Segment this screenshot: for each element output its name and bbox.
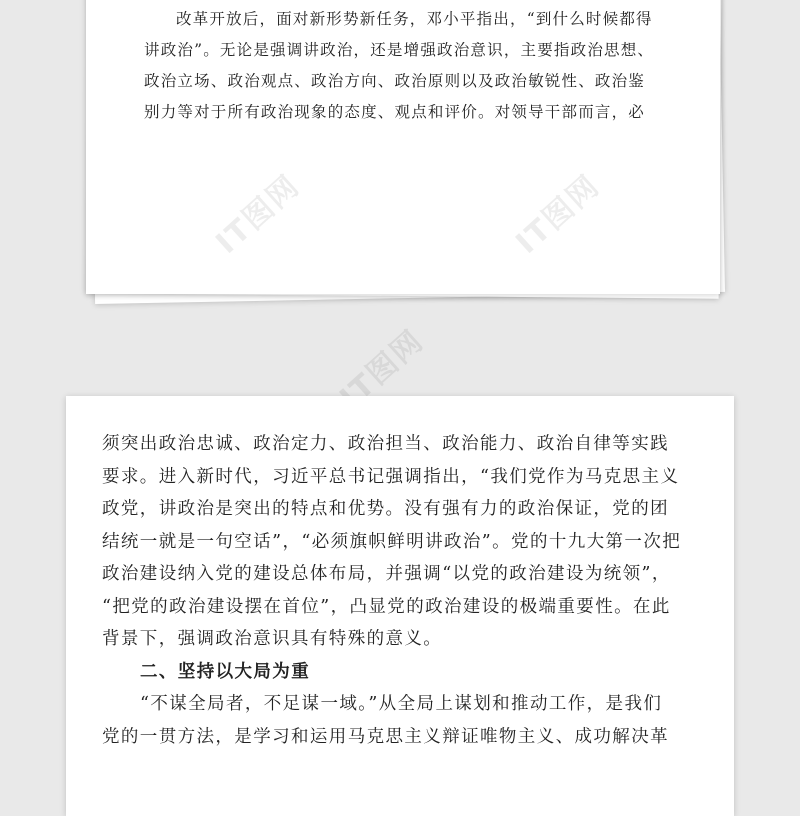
document-page-1	[86, 0, 720, 294]
watermark: IT图网	[209, 168, 307, 261]
watermark: IT图网	[333, 323, 431, 416]
text-line: 党的一贯方法，是学习和运用马克思主义辩证唯物主义、成功解决革	[102, 726, 669, 747]
text-line: “把党的政治建设摆在首位”，凸显党的政治建设的极端重要性。在此	[102, 596, 671, 617]
page-1-text	[144, 0, 664, 128]
text-line: 要求。进入新时代，习近平总书记强调指出，“我们党作为马克思主义	[102, 466, 680, 487]
text-line: 别力等对于所有政治现象的态度、观点和评价。对领导干部而言，必	[144, 103, 646, 121]
page-2-text	[102, 428, 702, 753]
text-line: 结统一就是一句空话”，“必须旗帜鲜明讲政治”。党的十九大第一次把	[102, 531, 682, 552]
text-line: “不谋全局者，不足谋一域。”从全局上谋划和推动工作，是我们	[140, 694, 663, 714]
text-line: 背景下，强调政治意识具有特殊的意义。	[102, 629, 443, 649]
text-line: 改革开放后，面对新形势新任务，邓小平指出，“到什么时候都得	[176, 10, 653, 28]
watermark: IT图网	[509, 168, 607, 261]
text-line: 讲政治”。无论是强调讲政治，还是增强政治意识，主要指政治思想、	[144, 41, 655, 59]
text-line: 须突出政治忠诚、政治定力、政治担当、政治能力、政治自律等实践	[102, 434, 669, 454]
text-line: 政党，讲政治是突出的特点和优势。没有强有力的政治保证，党的团	[102, 499, 669, 519]
text-line: 政治建设纳入党的建设总体布局，并强调“以党的政治建设为统领”，	[102, 564, 671, 584]
document-page-2	[66, 396, 734, 816]
text-line: 政治立场、政治观点、政治方向、政治原则以及政治敏锐性、政治鉴	[144, 72, 646, 90]
section-heading: 二、坚持以大局为重	[140, 661, 311, 682]
